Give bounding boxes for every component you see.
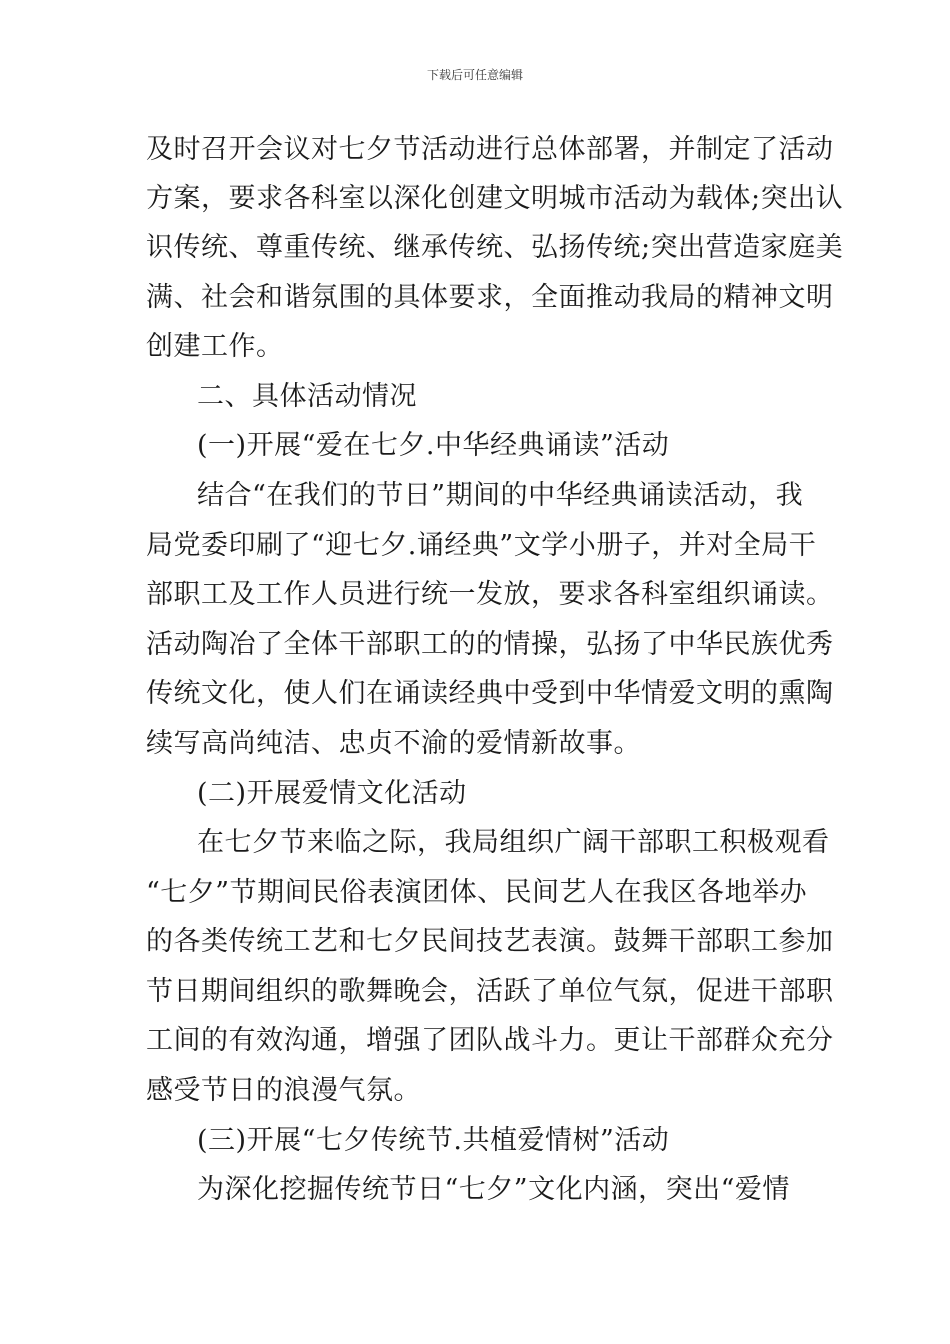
body-line: 结合“在我们的节日”期间的中华经典诵读活动，我: [197, 480, 804, 511]
body-line: 工间的有效沟通，增强了团队战斗力。更让干部群众充分: [146, 1025, 834, 1056]
body-line: 及时召开会议对七夕节活动进行总体部署，并制定了活动: [146, 134, 834, 165]
body-line: 部职工及工作人员进行统一发放，要求各科室组织诵读。: [146, 579, 834, 610]
body-line: 识传统、尊重传统、继承传统、弘扬传统;突出营造家庭美: [146, 232, 844, 263]
body-line: 满、社会和谐氛围的具体要求，全面推动我局的精神文明: [146, 282, 834, 313]
body-line: 方案，要求各科室以深化创建文明城市活动为载体;突出认: [146, 183, 844, 214]
body-line: 局党委印刷了“迎七夕.诵经典”文学小册子，并对全局干: [146, 530, 817, 561]
body-line: 节日期间组织的歌舞晚会，活跃了单位气氛，促进干部职: [146, 976, 834, 1007]
body-line: 为深化挖掘传统节日“七夕”文化内涵，突出“爱情: [197, 1174, 790, 1205]
body-line: 在七夕节来临之际，我局组织广阔干部职工积极观看: [197, 827, 830, 858]
page-header: 下载后可任意编辑: [426, 68, 523, 82]
body-line: 感受节日的浪漫气氛。: [146, 1075, 421, 1106]
body-line: 创建工作。: [146, 331, 284, 362]
body-line: 传统文化，使人们在诵读经典中受到中华情爱文明的熏陶: [146, 678, 834, 709]
section-heading: 二、具体活动情况: [197, 381, 417, 412]
body-line: 的各类传统工艺和七夕民间技艺表演。鼓舞干部职工参加: [146, 926, 834, 957]
body-line: “七夕”节期间民俗表演团体、民间艺人在我区各地举办: [146, 877, 808, 908]
subsection-heading: (三)开展“七夕传统节.共植爱情树”活动: [197, 1125, 670, 1156]
subsection-heading: (一)开展“爱在七夕.中华经典诵读”活动: [197, 430, 670, 461]
subsection-heading: (二)开展爱情文化活动: [197, 778, 467, 809]
body-line: 活动陶冶了全体干部职工的的情操，弘扬了中华民族优秀: [146, 629, 834, 660]
body-line: 续写高尚纯洁、忠贞不渝的爱情新故事。: [146, 728, 641, 759]
